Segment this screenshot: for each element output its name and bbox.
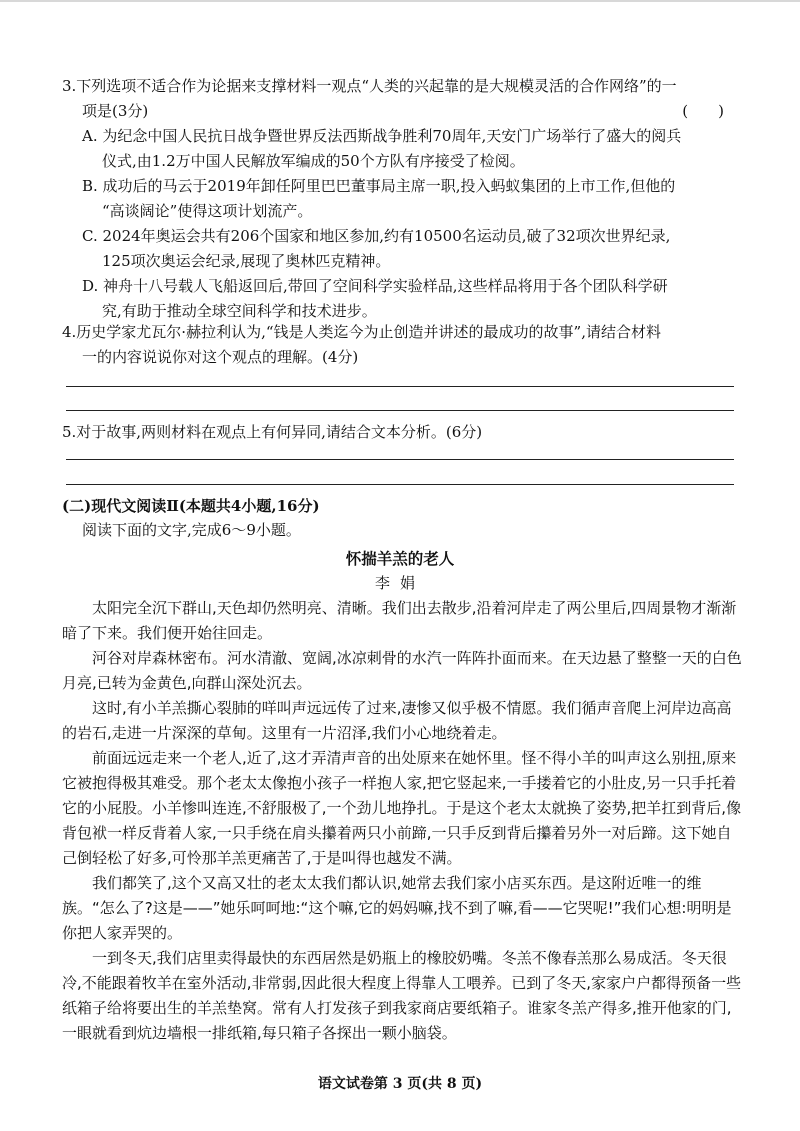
article-body [62,596,742,1046]
option-c-line1: C. 2024年奥运会共有206个国家和地区参加,约有10500名运动员,破了32项次世界纪录, [82,227,671,245]
top-edge-line [0,0,800,2]
article-paragraph: 河谷对岸森林密布。河水清澈、宽阔,冰凉刺骨的水汽一阵阵扑面而来。在天边悬了整整一天的白色月亮,已转为金黄色,向群山深处沉去。 [62,649,742,692]
option-b-line2: “高谈阔论”使得这项计划流产。 [102,202,313,220]
article-paragraph: 这时,有小羊羔撕心裂肺的咩叫声远远传了过来,凄惨又似乎极不情愿。我们循声音爬上河岸边高高的岩石,走进一片深深的草甸。这里有一片沼泽,我们小心地绕着走。 [62,699,732,742]
section-instruction: 阅读下面的文字,完成6～9小题。 [82,521,301,539]
question-4-line2: 一的内容说说你对这个观点的理解。(4分) [82,348,359,366]
option-c [62,224,742,274]
answer-line[interactable] [66,484,734,485]
article-title: 怀揣羊羔的老人 [345,549,455,568]
article-paragraph: 太阳完全沉下群山,天色却仍然明亮、清晰。我们出去散步,沿着河岸走了两公里后,四周景物才渐渐暗了下来。我们便开始往回走。 [62,599,737,642]
option-a [62,124,742,174]
option-d [62,274,742,324]
page-footer: 语文试卷第 3 页(共 8 页) [317,1076,483,1092]
answer-line[interactable] [66,410,734,411]
option-d-line2: 究,有助于推动全球空间科学和技术进步。 [102,302,377,320]
option-b-line1: B. 成功后的马云于2019年卸任阿里巴巴董事局主席一职,投入蚂蚁集团的上市工作,但他的 [82,177,676,195]
article-paragraph: 前面远远走来一个老人,近了,这才弄清声音的出处原来在她怀里。怪不得小羊的叫声这么别扭,原来它被抱得极其难受。那个老太太像抱小孩子一样抱人家,把它竖起来,一手搂着它的小肚皮,另一只手托着它的小屁股。小羊惨叫连连,不舒服极了,一个劲儿地挣扎。于是这个老太太就换了姿势,把羊扛到背后,像背包袱一样反背着人家,一只手绕在肩头攥着两只小前蹄,一只手反到背后攥着另外一对后蹄。这下她自己倒轻松了好多,可怜那羊羔更痛苦了,于是叫得也越发不满。 [62,749,742,867]
option-c-line2: 125项次奥运会纪录,展现了奥林匹克精神。 [102,252,391,270]
article-author: 李娟 [374,574,425,592]
answer-line[interactable] [66,459,734,460]
option-a-line1: A. 为纪念中国人民抗日战争暨世界反法西斯战争胜利70周年,天安门广场举行了盛大的阅兵 [82,127,682,145]
question-4-line1: 4.历史学家尤瓦尔·赫拉利认为,“钱是人类迄今为止创造并讲述的最成功的故事”,请结合材料 [62,323,661,341]
article-paragraph: 我们都笑了,这个又高又壮的老太太我们都认识,她常去我们家小店买东西。是这附近唯一的维族。“怎么了?这是——”她乐呵呵地:“这个嘛,它的妈妈嘛,找不到了嘛,看——它哭呢!”我们心想:明明是你把人家弄哭的。 [62,874,732,942]
question-3-stem-line1: 3.下列选项不适合作为论据来支撑材料一观点“人类的兴起靠的是大规模灵活的合作网络”的一 [62,77,677,95]
question-5-line1: 5.对于故事,两则材料在观点上有何异同,请结合文本分析。(6分) [62,423,483,441]
section-heading: (二)现代文阅读Ⅱ(本题共4小题,16分) [62,497,320,515]
option-a-line2: 仪式,由1.2万中国人民解放军编成的50个方队有序接受了检阅。 [102,152,525,170]
option-b [62,174,742,224]
question-3 [62,74,742,324]
article-paragraph: 一到冬天,我们店里卖得最快的东西居然是奶瓶上的橡胶奶嘴。冬羔不像春羔那么易成活。冬天很冷,不能跟着牧羊在室外活动,非常弱,因此很大程度上得靠人工喂养。已到了冬天,家家户户都得预备一些纸箱子给将要出生的羊羔垫窝。常有人打发孩子到我家商店要纸箱子。谁家冬羔产得多,推开他家的门,一眼就看到炕边墙根一排纸箱,每只箱子各探出一颗小脑袋。 [62,949,742,1042]
question-3-stem-line2: 项是(3分) [82,102,149,120]
question-5 [62,420,742,445]
answer-line[interactable] [66,386,734,387]
question-4 [62,320,742,370]
answer-bracket: ( ) [682,102,724,120]
option-d-line1: D. 神舟十八号载人飞船返回后,带回了空间科学实验样品,这些样品将用于各个团队科学研 [82,277,668,295]
